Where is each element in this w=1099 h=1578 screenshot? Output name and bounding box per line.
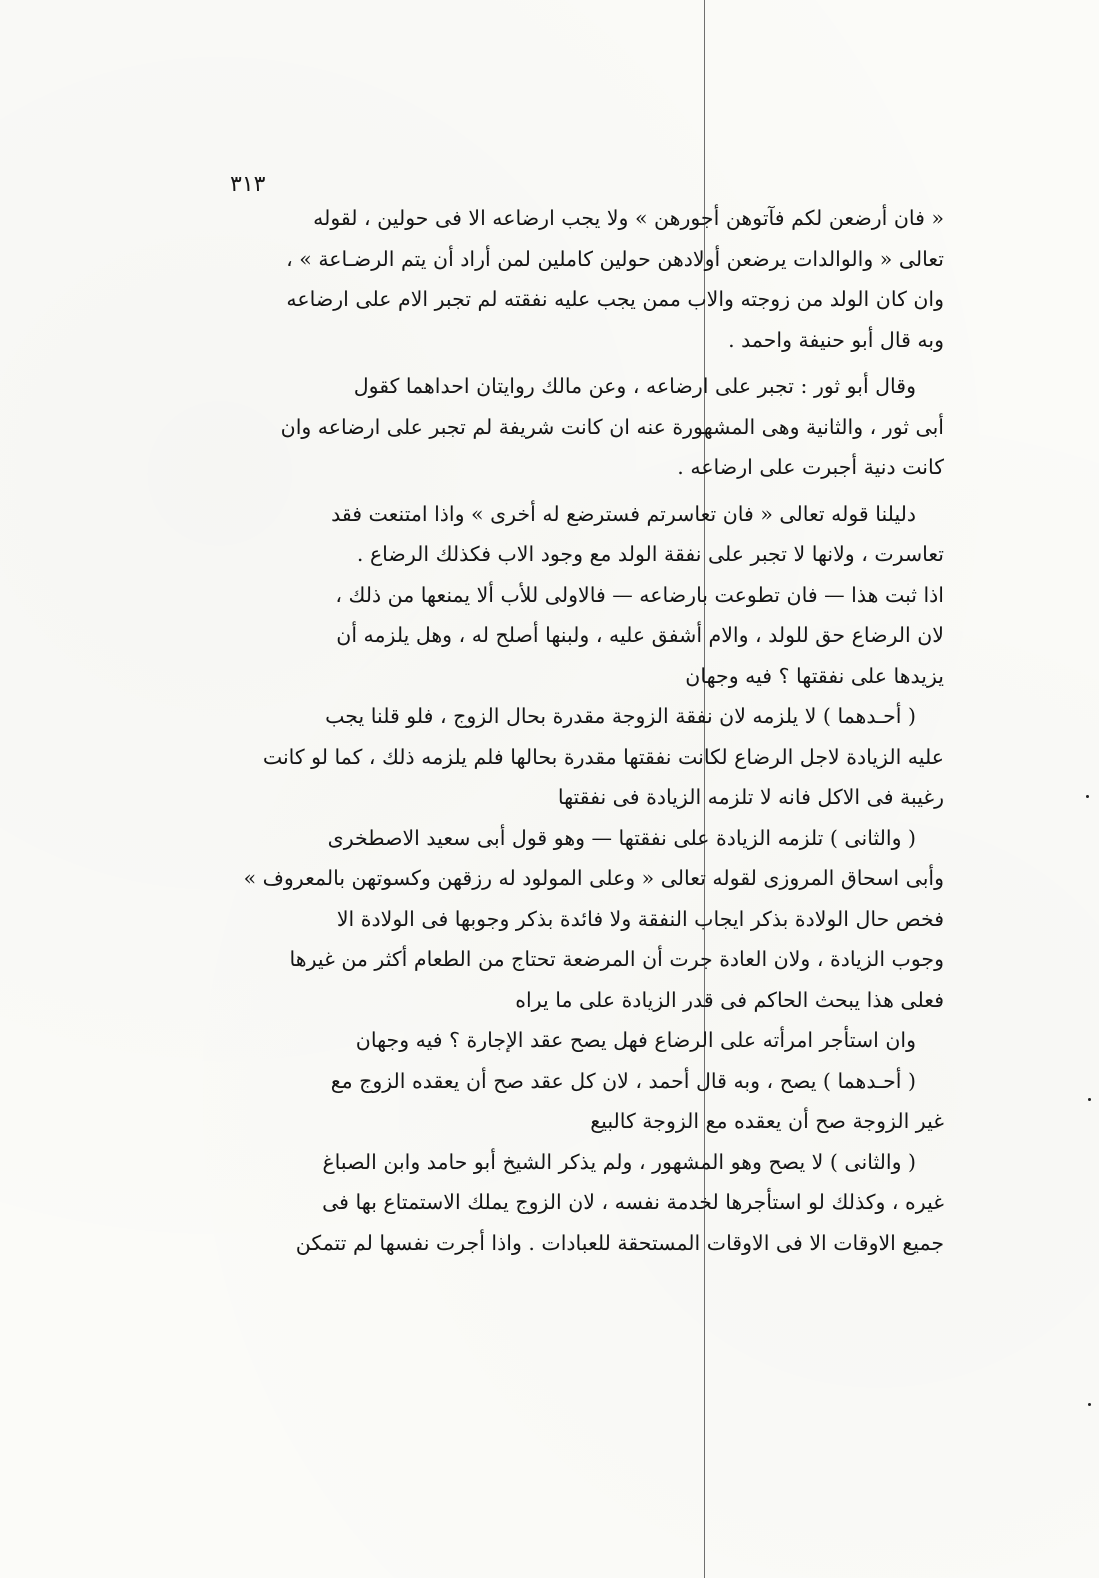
paragraph: [214, 1142, 944, 1264]
paragraph: [214, 494, 944, 697]
ink-speck: [1086, 795, 1089, 798]
text-line: وان استأجر امرأته على الرضاع فهل يصح عقد الإجارة ؟ فيه وجهان: [355, 1028, 916, 1052]
text-line: وقال أبو ثور : تجبر على ارضاعه ، وعن مالك روايتان احداهما كقول: [353, 374, 916, 398]
text-line: ( أحـدهما ) يصح ، وبه قال أحمد ، لان كل عقد صح أن يعقده الزوج مع: [330, 1068, 916, 1093]
text-line: غيره ، وكذلك لو استأجرها لخدمة نفسه ، لان الزوج يملك الاستمتاع بها فى: [322, 1190, 944, 1214]
text-line: يزيدها على نفقتها ؟ فيه وجهان: [685, 663, 944, 688]
text-line: أبى ثور ، والثانية وهى المشهورة عنه ان كانت شريفة لم تجبر على ارضاعه وان: [280, 414, 944, 439]
text-line: كانت دنية أجبرت على ارضاعه .: [677, 455, 944, 479]
text-line: ( والثانى ) لا يصح وهو المشهور ، ولم يذكر الشيخ أبو حامد وابن الصباغ: [322, 1149, 916, 1174]
text-line: فخص حال الولادة بذكر ايجاب النفقة ولا فائدة بذكر وجوبها فى الولادة الا: [336, 906, 944, 931]
text-line: غير الزوجة صح أن يعقده مع الزوجة كالبيع: [590, 1109, 944, 1133]
text-line: وجوب الزيادة ، ولان العادة جرت أن المرضعة تحتاج من الطعام أكثر من غيرها: [289, 947, 944, 971]
text-line: تعالى « والوالدات يرضعن أولادهن حولين كاملين لمن أراد أن يتم الرضـاعة » ،: [286, 246, 944, 271]
paragraph: [214, 696, 944, 818]
text-line: عليه الزيادة لاجل الرضاع لكانت نفقتها مقدرة بحالها فلم يلزمه ذلك ، كما لو كانت: [262, 744, 944, 769]
paragraph: [214, 1020, 944, 1061]
ink-speck: [1088, 1098, 1091, 1101]
text-line: اذا ثبت هذا — فان تطوعت بارضاعه — فالاولى للأب ألا يمنعها من ذلك ،: [335, 582, 944, 607]
body-text: [214, 198, 944, 1263]
text-line: وأبى اسحاق المروزى لقوله تعالى « وعلى المولود له رزقهن وكسوتهن بالمعروف »: [243, 866, 944, 890]
paragraph: [214, 366, 944, 488]
text-line: دليلنا قوله تعالى « فان تعاسرتم فسترضع له أخرى » واذا امتنعت فقد: [331, 501, 916, 526]
page-number: ٣١٣: [230, 172, 266, 197]
text-line: رغيبة فى الاكل فانه لا تلزمه الزيادة فى نفقتها: [557, 785, 944, 809]
ink-speck: [1088, 1403, 1091, 1406]
text-line: فعلى هذا يبحث الحاكم فى قدر الزيادة على ما يراه: [515, 987, 944, 1012]
text-line: تعاسرت ، ولانها لا تجبر على نفقة الولد مع وجود الاب فكذلك الرضاع .: [356, 542, 944, 566]
text-line: لان الرضاع حق للولد ، والام أشفق عليه ، ولبنها أصلح له ، وهل يلزمه أن: [336, 623, 944, 647]
paragraph: [214, 818, 944, 1021]
paragraph: [214, 1061, 944, 1142]
text-line: ( أحـدهما ) لا يلزمه لان نفقة الزوجة مقدرة بحال الزوج ، فلو قلنا يجب: [325, 704, 916, 728]
paragraph: [214, 198, 944, 360]
text-line: ( والثانى ) تلزمه الزيادة على نفقتها — وهو قول أبى سعيد الاصطخرى: [327, 825, 916, 850]
text-line: جميع الاوقات الا فى الاوقات المستحقة للعبادات . واذا أجرت نفسها لم تتمكن: [295, 1230, 944, 1255]
text-line: « فان أرضعن لكم فآتوهن أجورهن » ولا يجب ارضاعه الا فى حولين ، لقوله: [313, 206, 944, 230]
text-line: وان كان الولد من زوجته والاب ممن يجب عليه نفقته لم تجبر الام على ارضاعه: [286, 287, 944, 311]
text-line: وبه قال أبو حنيفة واحمد .: [728, 327, 944, 352]
